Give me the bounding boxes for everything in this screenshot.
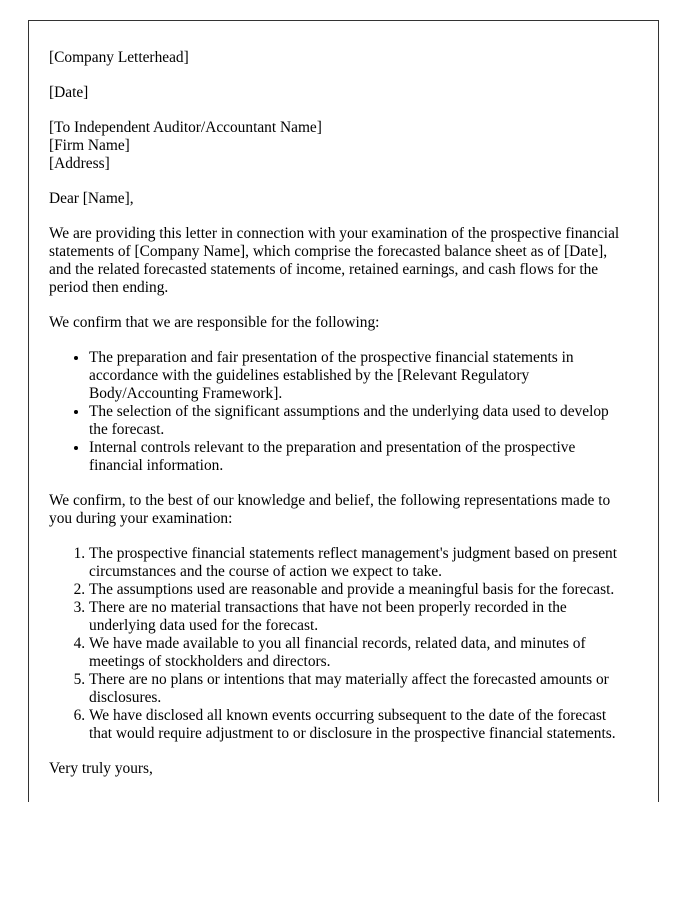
recipient-name: [To Independent Auditor/Accountant Name] xyxy=(49,119,322,136)
salutation: Dear [Name], xyxy=(49,190,134,207)
recipient-block xyxy=(49,119,631,173)
list-item: 2. The assumptions used are reasonable and provide a meaningful basis for the forecast. xyxy=(89,581,631,599)
letterhead: [Company Letterhead] xyxy=(49,49,189,66)
list-item: • Internal controls relevant to the preparation and presentation of the prospective financial information. xyxy=(89,439,631,475)
representations-list xyxy=(49,545,631,743)
list-item: 5. There are no plans or intentions that may materially affect the forecasted amounts or disclosures. xyxy=(89,671,631,707)
letter-page xyxy=(28,20,659,802)
list-item: 4. We have made available to you all financial records, related data, and minutes of meetings of stockholders and directors. xyxy=(89,635,631,671)
list-item: 1. The prospective financial statements reflect management's judgment based on present circumstances and the course of action we expect to take. xyxy=(89,545,631,581)
list-item: • The preparation and fair presentation of the prospective financial statements in accordance with the guidelines established by the [Relevant Regulatory Body/Accounting Framework]. xyxy=(89,349,631,403)
list-item: 6. We have disclosed all known events occurring subsequent to the date of the forecast that would require adjustment to or disclosure in the prospective financial statements. xyxy=(89,707,631,743)
recipient-address: [Address] xyxy=(49,155,110,172)
responsibilities-list xyxy=(49,349,631,475)
letter-body xyxy=(49,49,631,795)
recipient-firm: [Firm Name] xyxy=(49,137,130,154)
intro-paragraph: We are providing this letter in connection with your examination of the prospective financial statements of [Company Name], which comprise the forecasted balance sheet as of [Date], and the related forecasted statements of income, retained earnings, and cash flows for the period then ending. xyxy=(49,225,620,296)
list-item: • The selection of the significant assumptions and the underlying data used to develop the forecast. xyxy=(89,403,631,439)
list-item: 3. There are no material transactions that have not been properly recorded in the underlying data used for the forecast. xyxy=(89,599,631,635)
closing: Very truly yours, xyxy=(49,760,153,777)
letter-date: [Date] xyxy=(49,84,89,101)
responsibilities-intro: We confirm that we are responsible for the following: xyxy=(49,314,380,331)
representations-intro: We confirm, to the best of our knowledge and belief, the following representations made to you during your examination: xyxy=(49,492,611,527)
